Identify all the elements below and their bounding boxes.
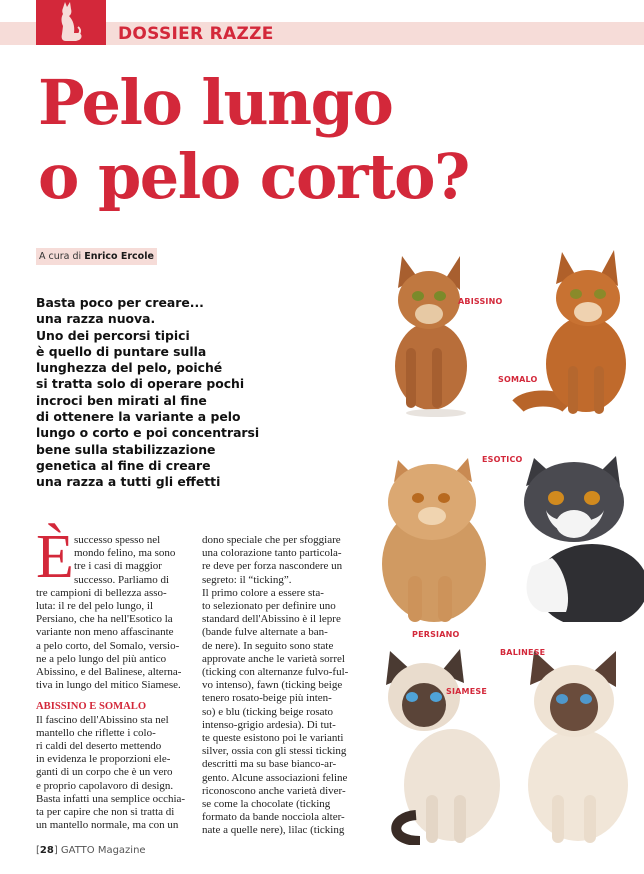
body-line: gento. Alcune associazioni feline	[202, 771, 348, 784]
siamese-label: SIAMESE	[446, 687, 487, 696]
body-line: ri caldi del deserto mettendo	[36, 740, 162, 753]
lead-line: una razza a tutti gli effetti	[36, 474, 221, 490]
body-line: Il primo colore a essere sta-	[202, 586, 324, 599]
body-line: ta per capire che non si tratta di	[36, 806, 175, 819]
body-column-1	[36, 534, 194, 832]
body-line: successo. Parliamo di	[74, 573, 170, 586]
subheading: ABISSINO E SOMALO	[36, 701, 147, 713]
body-line: dono speciale che per sfoggiare	[202, 534, 341, 546]
lead-line: è quello di puntare sulla	[36, 343, 207, 359]
article-title	[38, 66, 598, 214]
body-line: ne a pelo lungo del più antico	[36, 652, 167, 665]
body-line: tiva in lungo del mitico Siamese.	[36, 679, 181, 692]
esotico-label: ESOTICO	[482, 455, 523, 464]
byline	[36, 248, 157, 265]
lead-line: Basta poco per creare...	[36, 295, 204, 310]
lead-line: lungo o corto e poi concentrarsi	[36, 425, 260, 441]
cat-silhouette-icon	[36, 0, 106, 45]
body-line: se come la chocolate (ticking	[202, 798, 331, 811]
byline-prefix: A cura di	[39, 251, 82, 262]
page-footer: [28] GATTO Magazine	[36, 845, 146, 856]
balinese-label: BALINESE	[500, 648, 546, 657]
body-line: approvate anche le varietà sorrel	[202, 652, 345, 665]
body-column-2	[202, 534, 368, 838]
body-line: ganti di un corpo che è un vero	[36, 766, 173, 779]
body-line: te queste esistono poi le varianti	[202, 732, 344, 745]
body-line: Basta infatti una semplice occhia-	[36, 792, 186, 805]
somalo-label: SOMALO	[498, 375, 538, 384]
body-line: in evidenza le proporzioni ele-	[36, 753, 171, 766]
drop-cap: È	[36, 523, 74, 591]
body-line: to selezionato per definire uno	[202, 600, 336, 613]
body-line: mantello che riflette i colo-	[36, 726, 156, 739]
body-line: luta: il re del pelo lungo, il	[36, 600, 154, 613]
title-line-1: Pelo lungo	[38, 66, 393, 139]
magazine-name: GATTO Magazine	[60, 845, 146, 856]
body-line: segreto: il “ticking”.	[202, 573, 292, 586]
title-line-2: o pelo corto?	[38, 140, 469, 213]
exotic-cat-photo	[512, 446, 644, 622]
lead-line: una razza nuova.	[36, 311, 156, 327]
body-line: tre i casi di maggior	[74, 560, 162, 573]
lead-paragraph	[36, 295, 366, 491]
body-line: formato da bande nocciola alter-	[202, 811, 345, 824]
body-line: tenero rosato-beige più inten-	[202, 692, 332, 705]
lead-line: genetica al fine di creare	[36, 457, 211, 473]
body-line: standard dell'Abissino è il lepre	[202, 613, 341, 626]
body-line: Persiano, che ha nell'Esotico la	[36, 613, 173, 626]
lead-line: di ottenere la variante a pelo	[36, 409, 241, 425]
persiano-label: PERSIANO	[412, 630, 460, 639]
body-line: intenso-grigio ardesia). Di tut-	[202, 718, 336, 731]
body-line: e proprio capolavoro di design.	[36, 779, 174, 792]
section-title: DOSSIER RAZZE	[118, 24, 274, 44]
body-line: un mantello normale, ma con un	[36, 819, 179, 832]
body-line: successo spesso nel	[74, 534, 161, 546]
lead-line: lunghezza del pelo, poiché	[36, 360, 223, 376]
siamese-cat-photo	[380, 645, 520, 845]
lead-line: incroci ben mirati al fine	[36, 392, 207, 408]
body-line: a pelo corto, del Somalo, versio-	[36, 639, 180, 652]
body-line: nate a quelle nere), lilac (ticking	[202, 824, 345, 837]
page-number: 28	[39, 845, 54, 856]
body-line: variante non meno affascinante	[36, 626, 174, 639]
lead-line: bene sulla stabilizzazione	[36, 441, 216, 457]
abyssinian-cat-photo	[376, 248, 476, 418]
somali-cat-photo	[508, 246, 644, 422]
body-line: (bande fulve alternate a ban-	[202, 626, 328, 639]
body-line: una colorazione tanto particola-	[202, 547, 342, 560]
body-line: riconoscono anche varietà diver-	[202, 784, 346, 797]
lead-line: si tratta solo di operare pochi	[36, 376, 245, 392]
balinese-cat-photo	[518, 645, 644, 845]
body-line: Abissino, e del Balinese, alterna-	[36, 666, 182, 679]
body-line: de nere). In seguito sono state	[202, 639, 334, 652]
body-line: (ticking con alternanze fulvo-ful-	[202, 666, 349, 679]
body-line: Il fascino dell'Abissino sta nel	[36, 713, 169, 726]
section-logo	[36, 0, 106, 45]
persian-cat-photo	[372, 446, 502, 626]
body-line: re deve per forza nascondere un	[202, 560, 343, 573]
abissino-label: ABISSINO	[458, 297, 503, 306]
body-line: silver, ossia con gli stessi ticking	[202, 745, 347, 758]
body-line: mondo felino, ma sono	[74, 547, 176, 560]
body-line: vo intenso), fawn (ticking beige	[202, 679, 343, 692]
byline-author: Enrico Ercole	[84, 251, 154, 262]
body-line: tre campioni di bellezza asso-	[36, 586, 167, 599]
body-line: descritti ma su base bianco-ar-	[202, 758, 337, 771]
body-line: so) e blu (ticking beige rosato	[202, 705, 334, 718]
lead-line: Uno dei percorsi tipici	[36, 327, 190, 343]
